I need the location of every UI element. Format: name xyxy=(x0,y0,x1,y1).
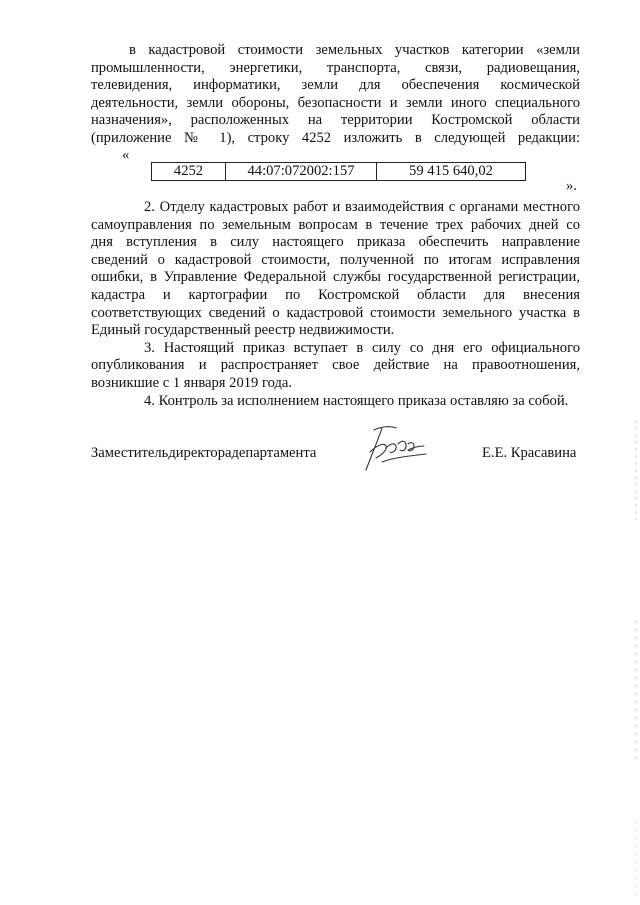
text-line: соответствующих сведений о кадастровой стоимости земельного участка в xyxy=(91,304,580,321)
cadastral-value-table xyxy=(151,162,526,181)
text-line: самоуправления по земельным вопросам в течение трех рабочих дней со xyxy=(91,216,580,233)
text-line: дня вступления в силу настоящего приказа обеспечить направление xyxy=(91,234,580,251)
cadastral-number-cell: 44:07:072002:157 xyxy=(226,163,377,181)
text-line: возникшие с 1 января 2019 года. xyxy=(91,374,293,391)
body-paragraphs xyxy=(91,199,580,410)
handwritten-signature xyxy=(352,422,438,476)
scan-edge-line xyxy=(635,0,637,905)
cadastral-value-cell: 59 415 640,02 xyxy=(377,163,526,181)
closing-quote: ». xyxy=(566,178,577,194)
text-line: промышленности, энергетики, транспорта, связи, радиовещания, xyxy=(91,59,580,76)
text-line: назначения», расположенных на территории Костромской области xyxy=(91,112,580,129)
text-line: 4. Контроль за исполнением настоящего приказа оставляю за собой. xyxy=(144,392,569,409)
table-row xyxy=(152,163,526,181)
text-line: ошибки, в Управление Федеральной службы государственной регистрации, xyxy=(91,269,580,286)
signatory-name: Е.Е. Красавина xyxy=(482,445,577,461)
text-line: кадастра и картографии по Костромской области для внесения xyxy=(91,286,580,303)
intro-paragraph xyxy=(91,42,580,148)
row-number-cell: 4252 xyxy=(152,163,226,181)
text-line: опубликования и распространяет свое действие на правоотношения, xyxy=(91,357,580,374)
text-line: (приложение № 1), строку 4252 изложить в следующей редакции: xyxy=(91,129,580,146)
text-line: 2. Отделу кадастровых работ и взаимодействия с органами местного xyxy=(144,199,580,215)
text-line: в кадастровой стоимости земельных участков категории «земли xyxy=(129,42,580,58)
signatory-title: Заместительдиректорадепартамента xyxy=(91,445,317,461)
text-line: деятельности, земли обороны, безопасности и земли иного специального xyxy=(91,94,580,111)
text-line: 3. Настоящий приказ вступает в силу со дня его официального xyxy=(144,339,580,356)
text-line: сведений о кадастровой стоимости, полученной по итогам исправления xyxy=(91,251,580,268)
text-line: Единый государственный реестр недвижимости. xyxy=(91,322,395,339)
text-line: телевидения, информатики, земли для обеспечения космической xyxy=(91,77,580,94)
opening-quote: « xyxy=(122,147,130,163)
